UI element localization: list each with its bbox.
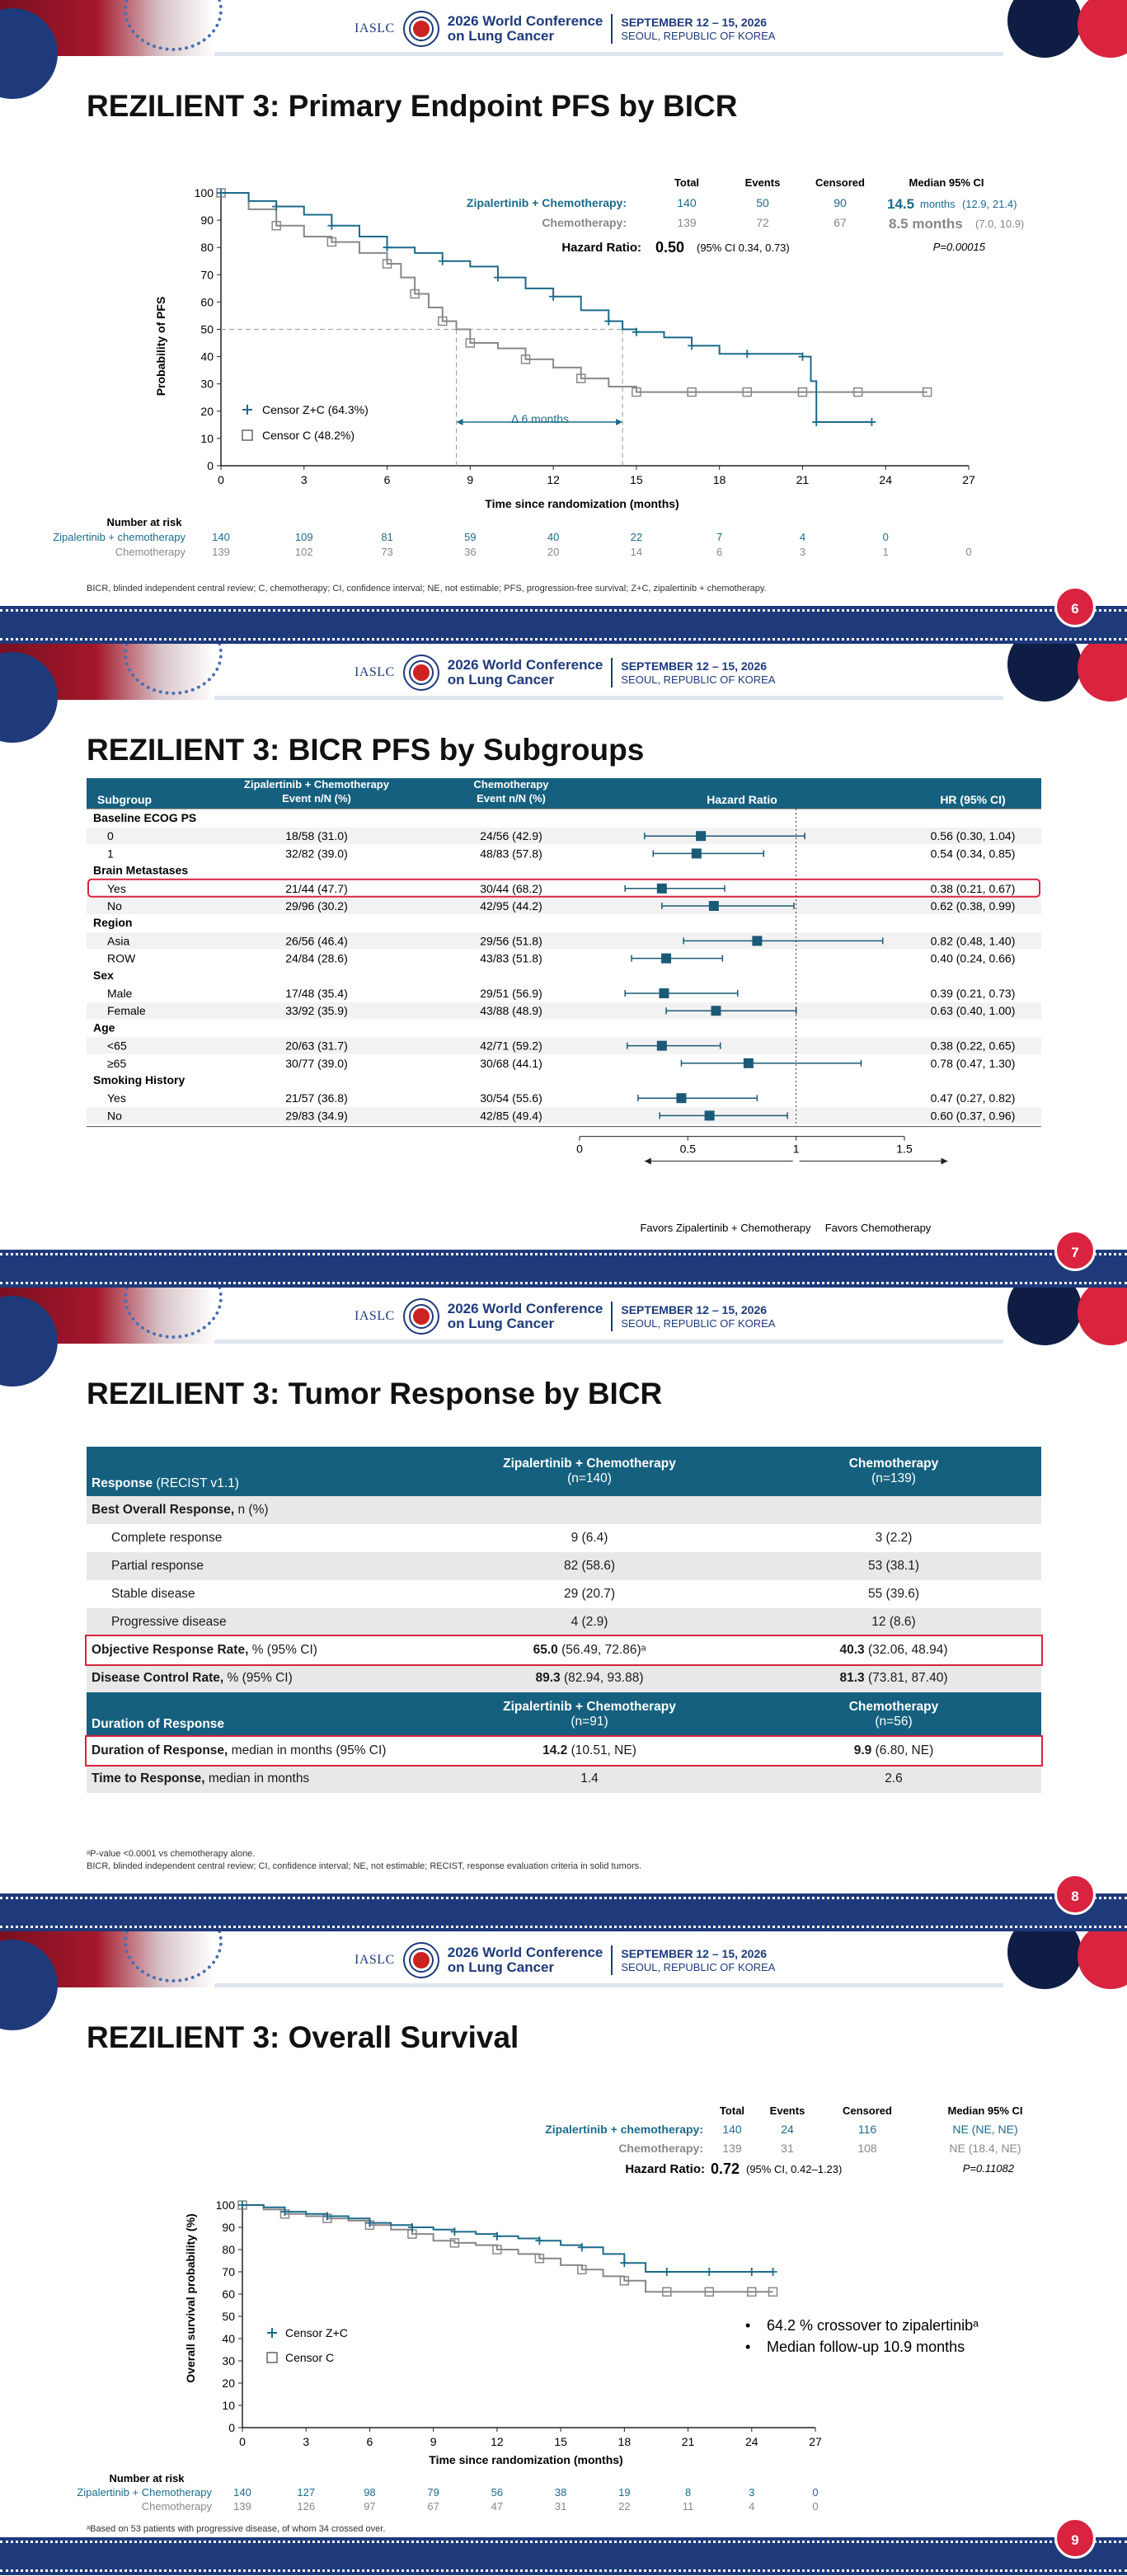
hr-ci-text: 0.60 (0.37, 0.96): [930, 1109, 1016, 1123]
x-tick-label: 12: [547, 473, 560, 486]
conference-dates: SEPTEMBER 12 – 15, 2026 SEOUL, REPUBLIC OF KOREA: [621, 1946, 776, 1973]
risk-value-c: 31: [554, 2500, 567, 2513]
subgroup-label: Asia: [107, 934, 130, 948]
c-events: 24/56 (42.9): [480, 829, 542, 843]
censor-mark-zc: [620, 2259, 628, 2267]
x-tick-label: 9: [430, 2435, 437, 2448]
censor-mark-zc: [327, 222, 336, 230]
y-tick-label: 90: [200, 213, 214, 228]
hr-point: [692, 848, 702, 858]
y-tick-label: 30: [222, 2354, 235, 2367]
y-tick-label: 100: [194, 186, 214, 199]
risk-value-c: 139: [212, 546, 230, 558]
x-tick-label: 27: [962, 473, 975, 486]
risk-value-zc: 98: [364, 2486, 376, 2499]
x-tick-label: 21: [681, 2435, 695, 2448]
hr-point: [705, 1110, 715, 1120]
km-curve-zipalertinib: [242, 2205, 773, 2272]
row-stripe: [87, 1107, 1041, 1124]
censor-mark-zc: [748, 2268, 756, 2276]
conference-name: 2026 World Conference on Lung Cancer: [448, 14, 613, 44]
hr-ci: (95% CI 0.34, 0.73): [697, 242, 790, 254]
risk-value-zc: 127: [297, 2486, 316, 2499]
y-tick-label: 10: [200, 431, 214, 445]
y-tick-label: 70: [222, 2265, 235, 2278]
c-events: 30/44 (68.2): [480, 881, 542, 895]
subgroup-heading: Age: [93, 1021, 115, 1035]
censor-mark-zc: [812, 418, 820, 426]
subgroup-label: ROW: [107, 951, 136, 965]
zc-events: 30/77 (39.0): [285, 1056, 348, 1070]
risk-value-zc: 109: [294, 531, 313, 543]
conference-header: [0, 1288, 1127, 1344]
zc-events: 24/84 (28.6): [285, 951, 348, 965]
row-stripe: [87, 1002, 1041, 1019]
conference-name: 2026 World Conference on Lung Cancer: [448, 1302, 613, 1331]
hr-point: [659, 988, 669, 998]
c-events: 30/68 (44.1): [480, 1056, 542, 1070]
legend-censor-zc: Censor Z+C (64.3%): [262, 403, 369, 416]
slide-os: [0, 1931, 1127, 2575]
c-events: 29/51 (56.9): [480, 987, 542, 1000]
x-tick-label: 6: [383, 473, 391, 486]
dcr-row: Disease Control Rate, % (95% CI) 89.3 (82.94, 93.88) 81.3 (73.81, 87.40): [87, 1664, 1041, 1692]
table-row: Stable disease 29 (20.7) 55 (39.6): [111, 1587, 920, 1601]
zc-events: 21/44 (47.7): [285, 881, 348, 895]
bullet-dot-2: •: [745, 2339, 751, 2355]
hr-ci-text: 0.82 (0.48, 1.40): [930, 934, 1016, 948]
risk-value-c: 6: [716, 546, 723, 558]
legend-censor-c: Censor C: [285, 2351, 335, 2364]
col-c: Chemotherapy: [473, 778, 549, 791]
x-tick-label: 3: [300, 473, 308, 486]
arm1-label: Zipalertinib + chemotherapy:: [545, 2123, 703, 2136]
table-row: Complete response 9 (6.4) 3 (2.2): [111, 1531, 913, 1545]
y-tick-label: 40: [200, 350, 214, 364]
c-events: 42/71 (59.2): [480, 1039, 542, 1053]
y-tick-label: 20: [222, 2377, 235, 2390]
y-tick-label: 30: [200, 377, 214, 391]
hr-ci: (95% CI, 0.42–1.23): [746, 2163, 843, 2175]
hr-point: [696, 831, 706, 841]
legend-censor-zc: Censor Z+C: [285, 2326, 348, 2339]
footer-band: [0, 2537, 1127, 2575]
x-tick-label: 6: [366, 2435, 373, 2448]
arm2-events: 72: [756, 216, 769, 229]
dor-row: Duration of Response, median in months (95% CI) 14.2 (10.51, NE) 9.9 (6.80, NE): [87, 1737, 1041, 1765]
y-tick-label: 90: [222, 2221, 235, 2234]
row-stripe: [87, 828, 1041, 844]
subgroup-label: Yes: [107, 1091, 126, 1105]
subgroup-heading: Brain Metastases: [93, 863, 189, 877]
x-tick-label: 12: [491, 2435, 504, 2448]
x-tick-label: 9: [467, 473, 474, 486]
col-zc: Zipalertinib + Chemotherapy: [244, 778, 389, 791]
page-number: 6: [1054, 586, 1096, 627]
c-events: 29/56 (51.8): [480, 934, 542, 948]
footnote-abbr: BICR, blinded independent central review; CI, confidence interval; NE, not estimable; RECIST, response evaluation criteria in solid tumors.: [87, 1861, 642, 1871]
x-tick-label: 18: [712, 473, 726, 486]
risk-value-zc: 3: [749, 2486, 755, 2499]
risk-value-c: 0: [965, 546, 972, 558]
arm1-label: Zipalertinib + Chemotherapy:: [466, 196, 627, 209]
favors-right-arrowhead: [942, 1158, 948, 1165]
c-events: 42/85 (49.4): [480, 1109, 542, 1123]
risk-value-c: 1: [882, 546, 889, 558]
censor-mark-zc: [217, 189, 225, 197]
hr-ci-text: 0.78 (0.47, 1.30): [930, 1056, 1016, 1070]
risk-value-zc: 19: [618, 2486, 631, 2499]
arm2-total: 139: [677, 216, 697, 229]
y-tick-label: 80: [200, 241, 214, 255]
arm2-total: 139: [722, 2142, 742, 2155]
risk-label-c: Chemotherapy: [141, 2500, 212, 2513]
arm1-ci: (12.9, 21.4): [962, 198, 1017, 210]
hr-ci-text: 0.63 (0.40, 1.00): [930, 1004, 1016, 1018]
risk-value-c: 67: [427, 2500, 439, 2513]
risk-value-c: 139: [233, 2500, 251, 2513]
arm1-censored: 90: [834, 196, 847, 209]
arm1-censored: 116: [857, 2123, 877, 2136]
hr-ci-text: 0.38 (0.21, 0.67): [930, 881, 1016, 895]
col-median: Median 95% CI: [947, 2104, 1023, 2117]
censor-mark-zc: [549, 293, 557, 301]
bullet-dot-1: •: [745, 2317, 751, 2334]
hr-ci-text: 0.47 (0.27, 0.82): [930, 1091, 1016, 1105]
risk-value-zc: 7: [716, 531, 723, 543]
censor-mark-zc: [494, 274, 502, 282]
conference-dates: SEPTEMBER 12 – 15, 2026 SEOUL, REPUBLIC OF KOREA: [621, 1302, 776, 1330]
favors-left: Favors Zipalertinib + Chemotherapy: [640, 1222, 811, 1234]
censor-mark-zc: [688, 341, 696, 350]
c-events: 43/88 (48.9): [480, 1004, 542, 1018]
c-events: 42/95 (44.2): [480, 899, 542, 913]
hr-ci-text: 0.54 (0.34, 0.85): [930, 847, 1016, 861]
risk-label-c: Chemotherapy: [115, 546, 185, 558]
y-axis-label: Probability of PFS: [154, 296, 167, 396]
x-tick-label: 24: [879, 473, 893, 486]
row-stripe: [87, 898, 1041, 914]
zc-events: 18/58 (31.0): [285, 829, 348, 843]
y-tick-label: 80: [222, 2243, 235, 2256]
zc-events: 21/57 (36.8): [285, 1091, 348, 1105]
row-stripe: [87, 1038, 1041, 1054]
conference-name: 2026 World Conference on Lung Cancer: [448, 1945, 613, 1975]
arm1-events: 50: [756, 196, 769, 209]
col-hrci: HR (95% CI): [940, 793, 1006, 806]
y-tick-label: 20: [200, 404, 214, 418]
hr-axis-label: 0: [576, 1142, 583, 1156]
risk-value-c: 22: [618, 2500, 631, 2513]
footnote-a: ᵃP-value <0.0001 vs chemotherapy alone.: [87, 1849, 256, 1859]
risk-value-zc: 140: [233, 2486, 251, 2499]
censor-mark-zc: [867, 418, 876, 426]
c-events: 48/83 (57.8): [480, 847, 542, 861]
footnote: BICR, blinded independent central review; C, chemotherapy; CI, confidence interval; NE, not estimable; PFS, progression-free survival; Z+C, zipalertinib + chemotherapy.: [87, 584, 767, 594]
hr-axis-label: 1: [792, 1142, 800, 1156]
hr-ci-text: 0.39 (0.21, 0.73): [930, 987, 1016, 1000]
zc-events: 17/48 (35.4): [285, 987, 348, 1000]
risk-value-c: 126: [297, 2500, 316, 2513]
slide-subgroups: [0, 644, 1127, 1288]
zc-events: 32/82 (39.0): [285, 847, 348, 861]
arm2-events: 31: [781, 2142, 794, 2155]
slide-tumor-response: [0, 1288, 1127, 1931]
zc-events: 20/63 (31.7): [285, 1039, 348, 1053]
risk-value-zc: 4: [799, 531, 806, 543]
x-tick-label: 24: [744, 2435, 758, 2448]
y-tick-label: 60: [200, 295, 214, 309]
slide-title: REZILIENT 3: Primary Endpoint PFS by BICR: [87, 89, 738, 123]
hr-point: [711, 1006, 721, 1016]
col-events: Events: [744, 176, 781, 189]
arm1-events: 24: [781, 2123, 794, 2136]
arm1-total: 140: [677, 196, 697, 209]
hr-label: Hazard Ratio:: [561, 241, 641, 255]
legend-square-icon: [267, 2353, 277, 2363]
risk-value-zc: 59: [464, 531, 477, 543]
risk-value-c: 73: [381, 546, 393, 558]
zc-events: 26/56 (46.4): [285, 934, 348, 948]
risk-value-c: 36: [464, 546, 477, 558]
legend-plus-icon: [242, 405, 252, 415]
hr-point: [752, 936, 762, 945]
slide-title: REZILIENT 3: Tumor Response by BICR: [87, 1377, 663, 1410]
subgroup-label: Female: [107, 1004, 146, 1018]
censor-mark-zc: [743, 350, 751, 358]
subgroup-label: Yes: [107, 881, 126, 895]
x-tick-label: 18: [618, 2435, 632, 2448]
censor-mark-zc: [705, 2268, 713, 2276]
iaslc-logo: IASLC: [355, 1309, 395, 1323]
legend-censor-c: Censor C (48.2%): [262, 429, 355, 442]
col-hr: Hazard Ratio: [707, 793, 777, 806]
ttr-row: Time to Response, median in months 1.4 2.6: [87, 1765, 1041, 1793]
risk-value-zc: 56: [491, 2486, 504, 2499]
p-value: P=0.11082: [962, 2162, 1014, 2175]
subgroup-label: ≥65: [107, 1056, 127, 1070]
x-tick-label: 21: [796, 473, 810, 486]
zc-events: 29/83 (34.9): [285, 1109, 348, 1123]
subgroup-heading: Region: [93, 916, 133, 930]
risk-value-zc: 40: [547, 531, 560, 543]
hr-axis-label: 0.5: [679, 1142, 697, 1156]
arm2-label: Chemotherapy:: [542, 216, 627, 229]
p-value: P=0.00015: [932, 241, 985, 253]
subgroup-heading: Smoking History: [93, 1073, 185, 1086]
hr-label: Hazard Ratio:: [625, 2162, 705, 2176]
table-row: Partial response 82 (58.6) 53 (38.1): [87, 1552, 1041, 1580]
y-tick-label: 70: [200, 268, 214, 282]
iaslc-logo: IASLC: [355, 1953, 395, 1967]
bullet-crossover: 64.2 % crossover to zipalertinibᵃ: [767, 2317, 979, 2334]
y-tick-label: 0: [207, 459, 214, 472]
risk-label-zc: Zipalertinib + Chemotherapy: [77, 2486, 212, 2499]
bor-row: Best Overall Response, n (%): [87, 1496, 1041, 1524]
x-tick-label: 0: [239, 2435, 246, 2448]
arm2-label: Chemotherapy:: [618, 2142, 703, 2155]
hr-ci-text: 0.38 (0.22, 0.65): [930, 1039, 1016, 1053]
hr-point: [657, 884, 667, 894]
favors-left-arrowhead: [645, 1158, 651, 1165]
hr-point: [676, 1093, 686, 1103]
y-tick-label: 50: [222, 2310, 235, 2323]
slide-pfs: [0, 0, 1127, 644]
hr-point: [661, 954, 671, 964]
risk-value-zc: 79: [427, 2486, 439, 2499]
slide-title: REZILIENT 3: BICR PFS by Subgroups: [87, 733, 645, 767]
arm1-median: NE (NE, NE): [952, 2123, 1018, 2136]
hr-axis-label: 1.5: [896, 1142, 913, 1156]
risk-title: Number at risk: [109, 2472, 185, 2485]
highlight-box: [88, 880, 1040, 897]
col-events: Events: [769, 2104, 805, 2117]
risk-value-zc: 140: [212, 531, 230, 543]
c-events: 30/54 (55.6): [480, 1091, 542, 1105]
col-total: Total: [674, 176, 700, 189]
delta-annotation: Δ 6 months: [510, 412, 570, 425]
risk-value-zc: 22: [630, 531, 643, 543]
risk-value-c: 11: [682, 2500, 694, 2513]
subgroup-heading: Sex: [93, 968, 114, 982]
arm2-censored: 67: [834, 216, 847, 229]
col-c-sub: Event n/N (%): [477, 792, 546, 805]
censor-mark-zc: [604, 317, 613, 326]
subgroup-label: 1: [107, 847, 114, 861]
footer-band: [0, 1250, 1127, 1288]
arm2-median: NE (18.4, NE): [949, 2142, 1021, 2155]
y-axis-label: Overall survival probability (%): [184, 2213, 197, 2383]
iaslc-logo: IASLC: [355, 21, 395, 35]
censor-mark-zc: [663, 2268, 671, 2276]
subgroup-label: Male: [107, 987, 133, 1000]
seal-icon: [403, 1298, 439, 1335]
arm1-median: 14.5: [887, 196, 915, 212]
x-tick-label: 0: [218, 473, 224, 486]
hr-ci-text: 0.40 (0.24, 0.66): [930, 951, 1016, 965]
hr-point: [709, 901, 719, 911]
col-median: Median 95% CI: [909, 176, 984, 189]
zc-events: 29/96 (30.2): [285, 899, 348, 913]
col-subgroup: Subgroup: [97, 793, 153, 806]
legend-plus-icon: [267, 2328, 277, 2338]
pfs-km-chart: [0, 0, 1127, 644]
risk-value-zc: 0: [812, 2486, 819, 2499]
row-stripe: [87, 932, 1041, 949]
col-censored: Censored: [815, 176, 865, 189]
y-tick-label: 60: [222, 2287, 235, 2301]
risk-title: Number at risk: [106, 516, 182, 528]
delta-arrow-right: [616, 419, 622, 425]
footer-band: [0, 1893, 1127, 1931]
c-events: 43/83 (51.8): [480, 951, 542, 965]
risk-value-c: 47: [491, 2500, 504, 2513]
subgroup-label: No: [107, 1109, 122, 1123]
y-tick-label: 40: [222, 2332, 235, 2345]
subgroup-label: 0: [107, 829, 114, 843]
km-curve-chemotherapy: [242, 2205, 773, 2292]
y-tick-label: 50: [200, 322, 214, 336]
risk-value-c: 102: [294, 546, 313, 558]
conference-dates: SEPTEMBER 12 – 15, 2026 SEOUL, REPUBLIC OF KOREA: [621, 659, 776, 686]
x-tick-label: 3: [303, 2435, 310, 2448]
footnote-a: ᵃBased on 53 patients with progressive disease, of whom 34 crossed over.: [87, 2524, 386, 2534]
iaslc-logo: IASLC: [355, 665, 395, 679]
risk-value-c: 14: [630, 546, 643, 558]
arm2-censored: 108: [857, 2142, 877, 2155]
censor-mark-zc: [769, 2268, 777, 2276]
censor-mark-zc: [238, 2201, 247, 2209]
hr-value: 0.50: [655, 239, 685, 256]
conference-dates: SEPTEMBER 12 – 15, 2026 SEOUL, REPUBLIC OF KOREA: [621, 15, 776, 42]
slide-title: REZILIENT 3: Overall Survival: [87, 2020, 519, 2054]
hr-point: [657, 1041, 667, 1051]
hr-ci-text: 0.62 (0.38, 0.99): [930, 899, 1016, 913]
risk-value-c: 0: [812, 2500, 819, 2513]
favors-right: Favors Chemotherapy: [824, 1222, 932, 1234]
page-number: 7: [1054, 1230, 1096, 1271]
conference-name: 2026 World Conference on Lung Cancer: [448, 658, 613, 687]
hr-ci-text: 0.56 (0.30, 1.04): [930, 829, 1016, 843]
col-zc-sub: Event n/N (%): [282, 792, 351, 805]
footer-band: [0, 606, 1127, 644]
delta-arrow-left: [457, 419, 463, 425]
x-tick-label: 27: [809, 2435, 822, 2448]
y-tick-label: 10: [222, 2399, 235, 2412]
response-table: Response (RECIST v1.1) Zipalertinib + Chemotherapy (n=140) Chemotherapy (n=139) Best Overall Response, n (%) Complete response 9 (6.4) 3 (2.2) Partial response 82 (58.6) 53 (38.1) Stable disease 29 (20.7) 55 (39.6) Progressive disease 4 (2.9) 12 (8.6) Objective Response Rate, % (95% CI) 65.0 (56.49, 72.86)ᵃ 40.3 (32.06, 48.94) Disease Control Rate, % (95% CI) 89.3 (82.94, 93.88) 81.3 (73.81, 87.40) Duration of Response Zipalertinib + Chemotherapy (n=91) Chemotherapy (n=56) Duration of Response, median in months (95% CI) 14.2 (10.51, NE) 9.9 (6.80, NE) Time to Response, median in months 1.4 2.6: [87, 1447, 1041, 1793]
legend-square-icon: [242, 430, 252, 440]
col-total: Total: [719, 2104, 745, 2117]
subgroup-heading: Baseline ECOG PS: [93, 811, 197, 824]
zc-events: 33/92 (35.9): [285, 1004, 348, 1018]
arm1-median-unit: months: [920, 198, 956, 210]
risk-value-c: 4: [749, 2500, 755, 2513]
orr-row: Objective Response Rate, % (95% CI) 65.0 (56.49, 72.86)ᵃ 40.3 (32.06, 48.94): [87, 1636, 1041, 1664]
risk-value-zc: 38: [554, 2486, 567, 2499]
censor-mark-zc: [383, 243, 392, 251]
risk-value-zc: 0: [882, 531, 889, 543]
hr-point: [744, 1058, 754, 1068]
subgroup-label: <65: [107, 1039, 127, 1053]
forest-plot: [0, 644, 1127, 1288]
arm2-median: 8.5 months: [889, 216, 963, 232]
page-number: 9: [1054, 2517, 1096, 2559]
y-tick-label: 100: [215, 2198, 235, 2212]
y-tick-label: 0: [228, 2421, 235, 2434]
x-axis-label: Time since randomization (months): [485, 497, 679, 510]
risk-value-c: 20: [547, 546, 560, 558]
subgroup-label: No: [107, 899, 122, 913]
arm2-ci: (7.0, 10.9): [975, 218, 1025, 230]
hr-value: 0.72: [711, 2161, 740, 2177]
risk-value-c: 97: [364, 2500, 376, 2513]
table-row: Progressive disease 4 (2.9) 12 (8.6): [87, 1608, 1041, 1636]
bullet-followup: Median follow-up 10.9 months: [767, 2339, 965, 2355]
censor-mark-zc: [439, 257, 447, 265]
risk-value-c: 3: [799, 546, 806, 558]
x-tick-label: 15: [630, 473, 643, 486]
x-tick-label: 15: [554, 2435, 567, 2448]
risk-value-zc: 81: [381, 531, 393, 543]
risk-label-zc: Zipalertinib + chemotherapy: [53, 531, 185, 543]
risk-value-zc: 8: [684, 2486, 692, 2499]
arm1-total: 140: [722, 2123, 742, 2136]
x-axis-label: Time since randomization (months): [429, 2453, 623, 2466]
page-number: 8: [1054, 1874, 1096, 1915]
os-km-chart: [0, 1931, 1127, 2575]
col-censored: Censored: [843, 2104, 892, 2117]
